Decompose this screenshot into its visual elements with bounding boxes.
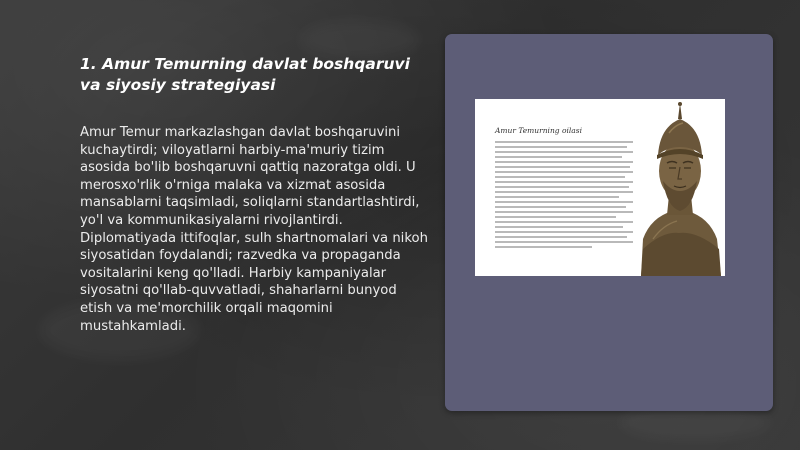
text-line xyxy=(495,161,633,163)
text-line xyxy=(495,166,630,168)
image-panel xyxy=(445,34,773,411)
text-line xyxy=(495,196,619,198)
bust-sculpture-image xyxy=(633,99,725,276)
text-line xyxy=(495,156,622,158)
text-line xyxy=(495,246,592,248)
document-photo xyxy=(475,99,725,276)
text-line xyxy=(495,241,633,243)
text-line xyxy=(495,201,633,203)
text-line xyxy=(495,171,633,173)
text-line xyxy=(495,226,623,228)
text-line xyxy=(495,146,627,148)
text-line xyxy=(495,221,633,223)
text-line xyxy=(495,206,626,208)
document-heading: Amur Temurning oilasi xyxy=(495,126,582,135)
text-line xyxy=(495,231,633,233)
text-line xyxy=(495,176,625,178)
text-line xyxy=(495,181,633,183)
text-line xyxy=(495,141,633,143)
text-line xyxy=(495,236,627,238)
document-text-lines xyxy=(495,141,633,251)
slide-body-text: Amur Temur markazlashgan davlat boshqaruvini kuchaytirdi; viloyatlarni harbiy-ma'muriy tizim asosida bo'lib boshqaruvni qattiq nazoratga oldi. U merosxo'rlik o'rniga malaka va xizmat asosida mansablarni taqsimladi, soliqlarni standartlashtirdi, yo'l va kommunikasiyalarni rivojlantirdi. Diplomatiyada ittifoqlar, sulh shartnomalari va nikoh siyosatidan foydalandi; razvedka va propaganda vositalarini keng qo'lladi. Harbiy kampaniyalar siyosatni qo'llab-quvvatladi, shaharlarni bunyod etish va me'morchilik orqali maqomini mustahkamladi. xyxy=(80,125,428,334)
document-page xyxy=(475,99,640,276)
slide-title: 1. Amur Temurning davlat boshqaruvi va siyosiy strategiyasi xyxy=(80,55,410,94)
text-line xyxy=(495,151,633,153)
text-line xyxy=(495,211,633,213)
text-line xyxy=(495,216,616,218)
text-line xyxy=(495,191,633,193)
text-line xyxy=(495,186,629,188)
